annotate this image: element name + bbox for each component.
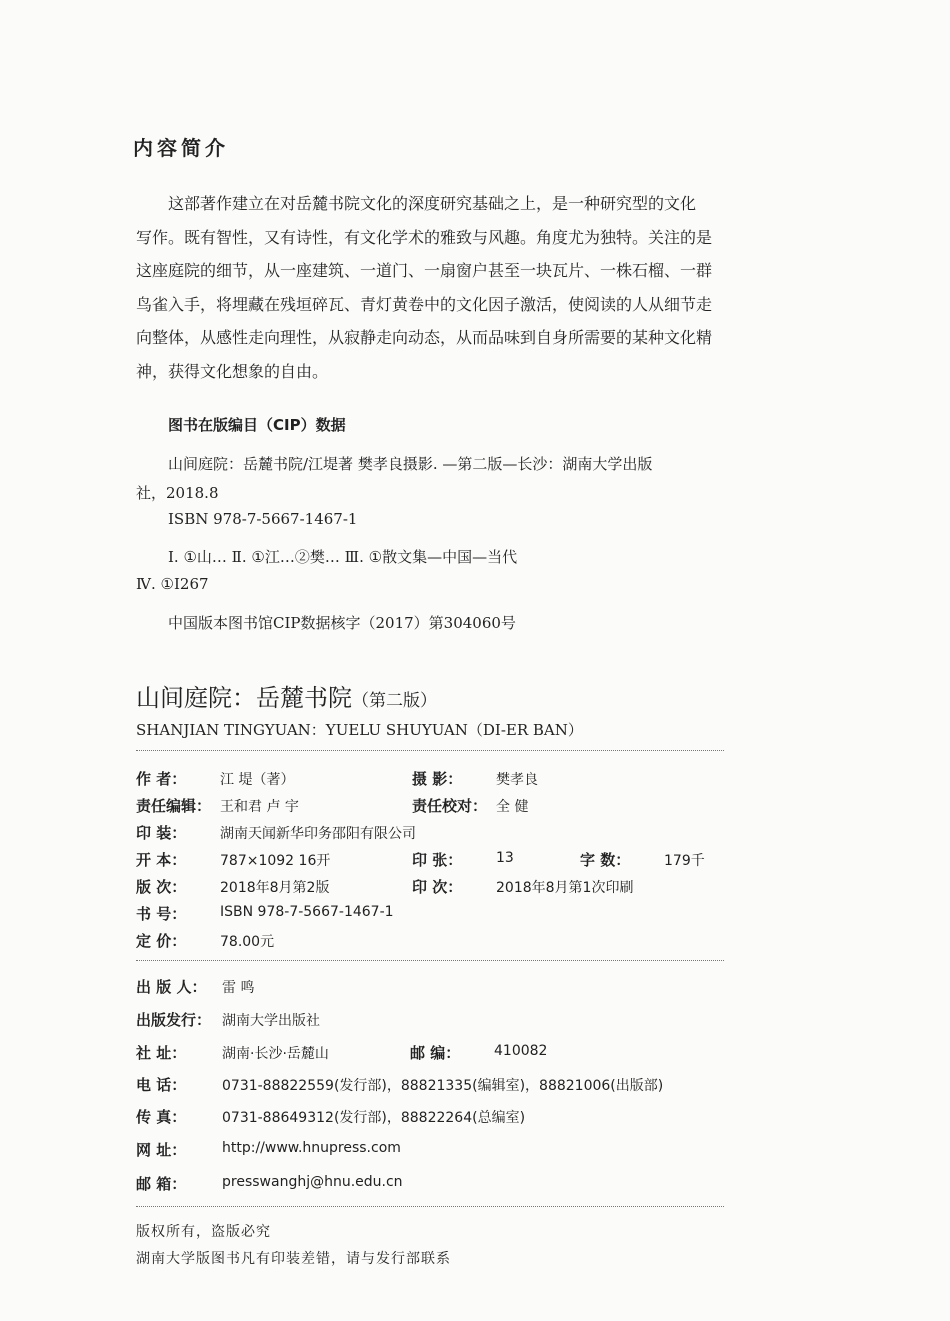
print-label: 印 装： [136, 824, 187, 842]
intro-line: 这部著作建立在对岳麓书院文化的深度研究基础之上，是一种研究型的文化 [168, 194, 697, 213]
edition-value: 2018年8月第2版 [220, 880, 330, 896]
sheets-label: 印 张： [412, 851, 463, 869]
author-label: 作 者： [136, 770, 187, 788]
format-label: 开 本： [136, 851, 187, 869]
issuer-label: 出版发行： [136, 1011, 212, 1029]
address-label: 社 址： [136, 1044, 187, 1062]
publisher-label: 出 版 人： [136, 978, 207, 996]
phone-value: 0731-88822559(发行部)，88821335(编辑室)，88821006(出版部) [222, 1078, 664, 1094]
cip-record-number: 中国版本图书馆CIP数据核字（2017）第304060号 [168, 614, 516, 632]
email-label: 邮 箱： [136, 1175, 187, 1193]
intro-body [136, 187, 791, 388]
intro-line: 神，获得文化想象的自由。 [136, 361, 329, 381]
copyright-notice: 版权所有，盗版必究 [136, 1224, 271, 1240]
intro-line: 这座庭院的细节，从一座建筑、一道门、一扇窗户甚至一块瓦片、一株石榴、一群 [136, 261, 713, 280]
price-value: 78.00元 [220, 934, 275, 950]
address-value: 湖南·长沙·岳麓山 [222, 1046, 329, 1062]
website-value[interactable]: http://www.hnupress.com [222, 1140, 401, 1156]
fax-value: 0731-88649312(发行部)，88822264(总编室) [222, 1110, 526, 1126]
divider [136, 1206, 724, 1207]
photo-value: 樊孝良 [496, 772, 538, 788]
editor-value: 王和君 卢 宇 [220, 799, 299, 815]
proof-value: 全 健 [496, 799, 529, 815]
email-value[interactable]: presswanghj@hnu.edu.cn [222, 1174, 403, 1190]
cip-classification-1: Ⅰ. ①山… Ⅱ. ①江…②樊… Ⅲ. ①散文集—中国—当代 [168, 548, 518, 566]
proof-label: 责任校对： [412, 797, 488, 815]
divider [136, 750, 724, 751]
printing-label: 印 次： [412, 878, 463, 896]
intro-line: 写作。既有智性，又有诗性，有文化学术的雅致与风趣。角度尤为独特。关注的是 [136, 227, 713, 247]
divider [136, 960, 724, 961]
print-value: 湖南天闻新华印务邵阳有限公司 [220, 826, 416, 842]
price-label: 定 价： [136, 932, 187, 950]
publisher-value: 雷 鸣 [222, 980, 255, 996]
intro-title: 内容简介 [133, 136, 229, 160]
cip-classification-2: Ⅳ. ①I267 [136, 575, 209, 593]
editor-label: 责任编辑： [136, 797, 212, 815]
words-value: 179千 [664, 853, 705, 869]
book-title [136, 678, 437, 713]
fax-label: 传 真： [136, 1108, 187, 1126]
intro-line: 向整体，从感性走向理性，从寂静走向动态，从而品味到自身所需要的某种文化精 [136, 328, 713, 347]
cip-line-1: 山间庭院：岳麓书院/江堤著 樊孝良摄影. —第二版—长沙：湖南大学出版 [168, 455, 653, 473]
book-pinyin: SHANJIAN TINGYUAN：YUELU SHUYUAN（DI-ER BAN） [136, 721, 583, 739]
issuer-value: 湖南大学出版社 [222, 1013, 320, 1029]
words-label: 字 数： [580, 851, 631, 869]
postcode-label: 邮 编： [410, 1044, 461, 1062]
book-title-main: 山间庭院：岳麓书院 [136, 684, 352, 712]
printing-value: 2018年8月第1次印刷 [496, 880, 634, 896]
intro-line: 鸟雀入手，将埋藏在残垣碎瓦、青灯黄卷中的文化因子激活，使阅读的人从细节走 [136, 294, 713, 314]
phone-label: 电 话： [136, 1076, 187, 1094]
website-label: 网 址： [136, 1141, 187, 1159]
isbn-label: 书 号： [136, 905, 187, 923]
defect-notice: 湖南大学版图书凡有印装差错，请与发行部联系 [136, 1251, 451, 1267]
cip-line-2: 社，2018.8 [136, 484, 219, 502]
book-edition: （第二版） [352, 691, 437, 711]
isbn-value: ISBN 978-7-5667-1467-1 [220, 904, 394, 920]
format-value: 787×1092 16开 [220, 853, 331, 869]
sheets-value: 13 [496, 850, 514, 866]
cip-heading: 图书在版编目（CIP）数据 [168, 416, 346, 434]
photo-label: 摄 影： [412, 770, 463, 788]
author-value: 江 堤（著） [220, 772, 295, 788]
cip-isbn: ISBN 978-7-5667-1467-1 [168, 510, 358, 528]
edition-label: 版 次： [136, 878, 187, 896]
postcode-value: 410082 [494, 1043, 548, 1059]
